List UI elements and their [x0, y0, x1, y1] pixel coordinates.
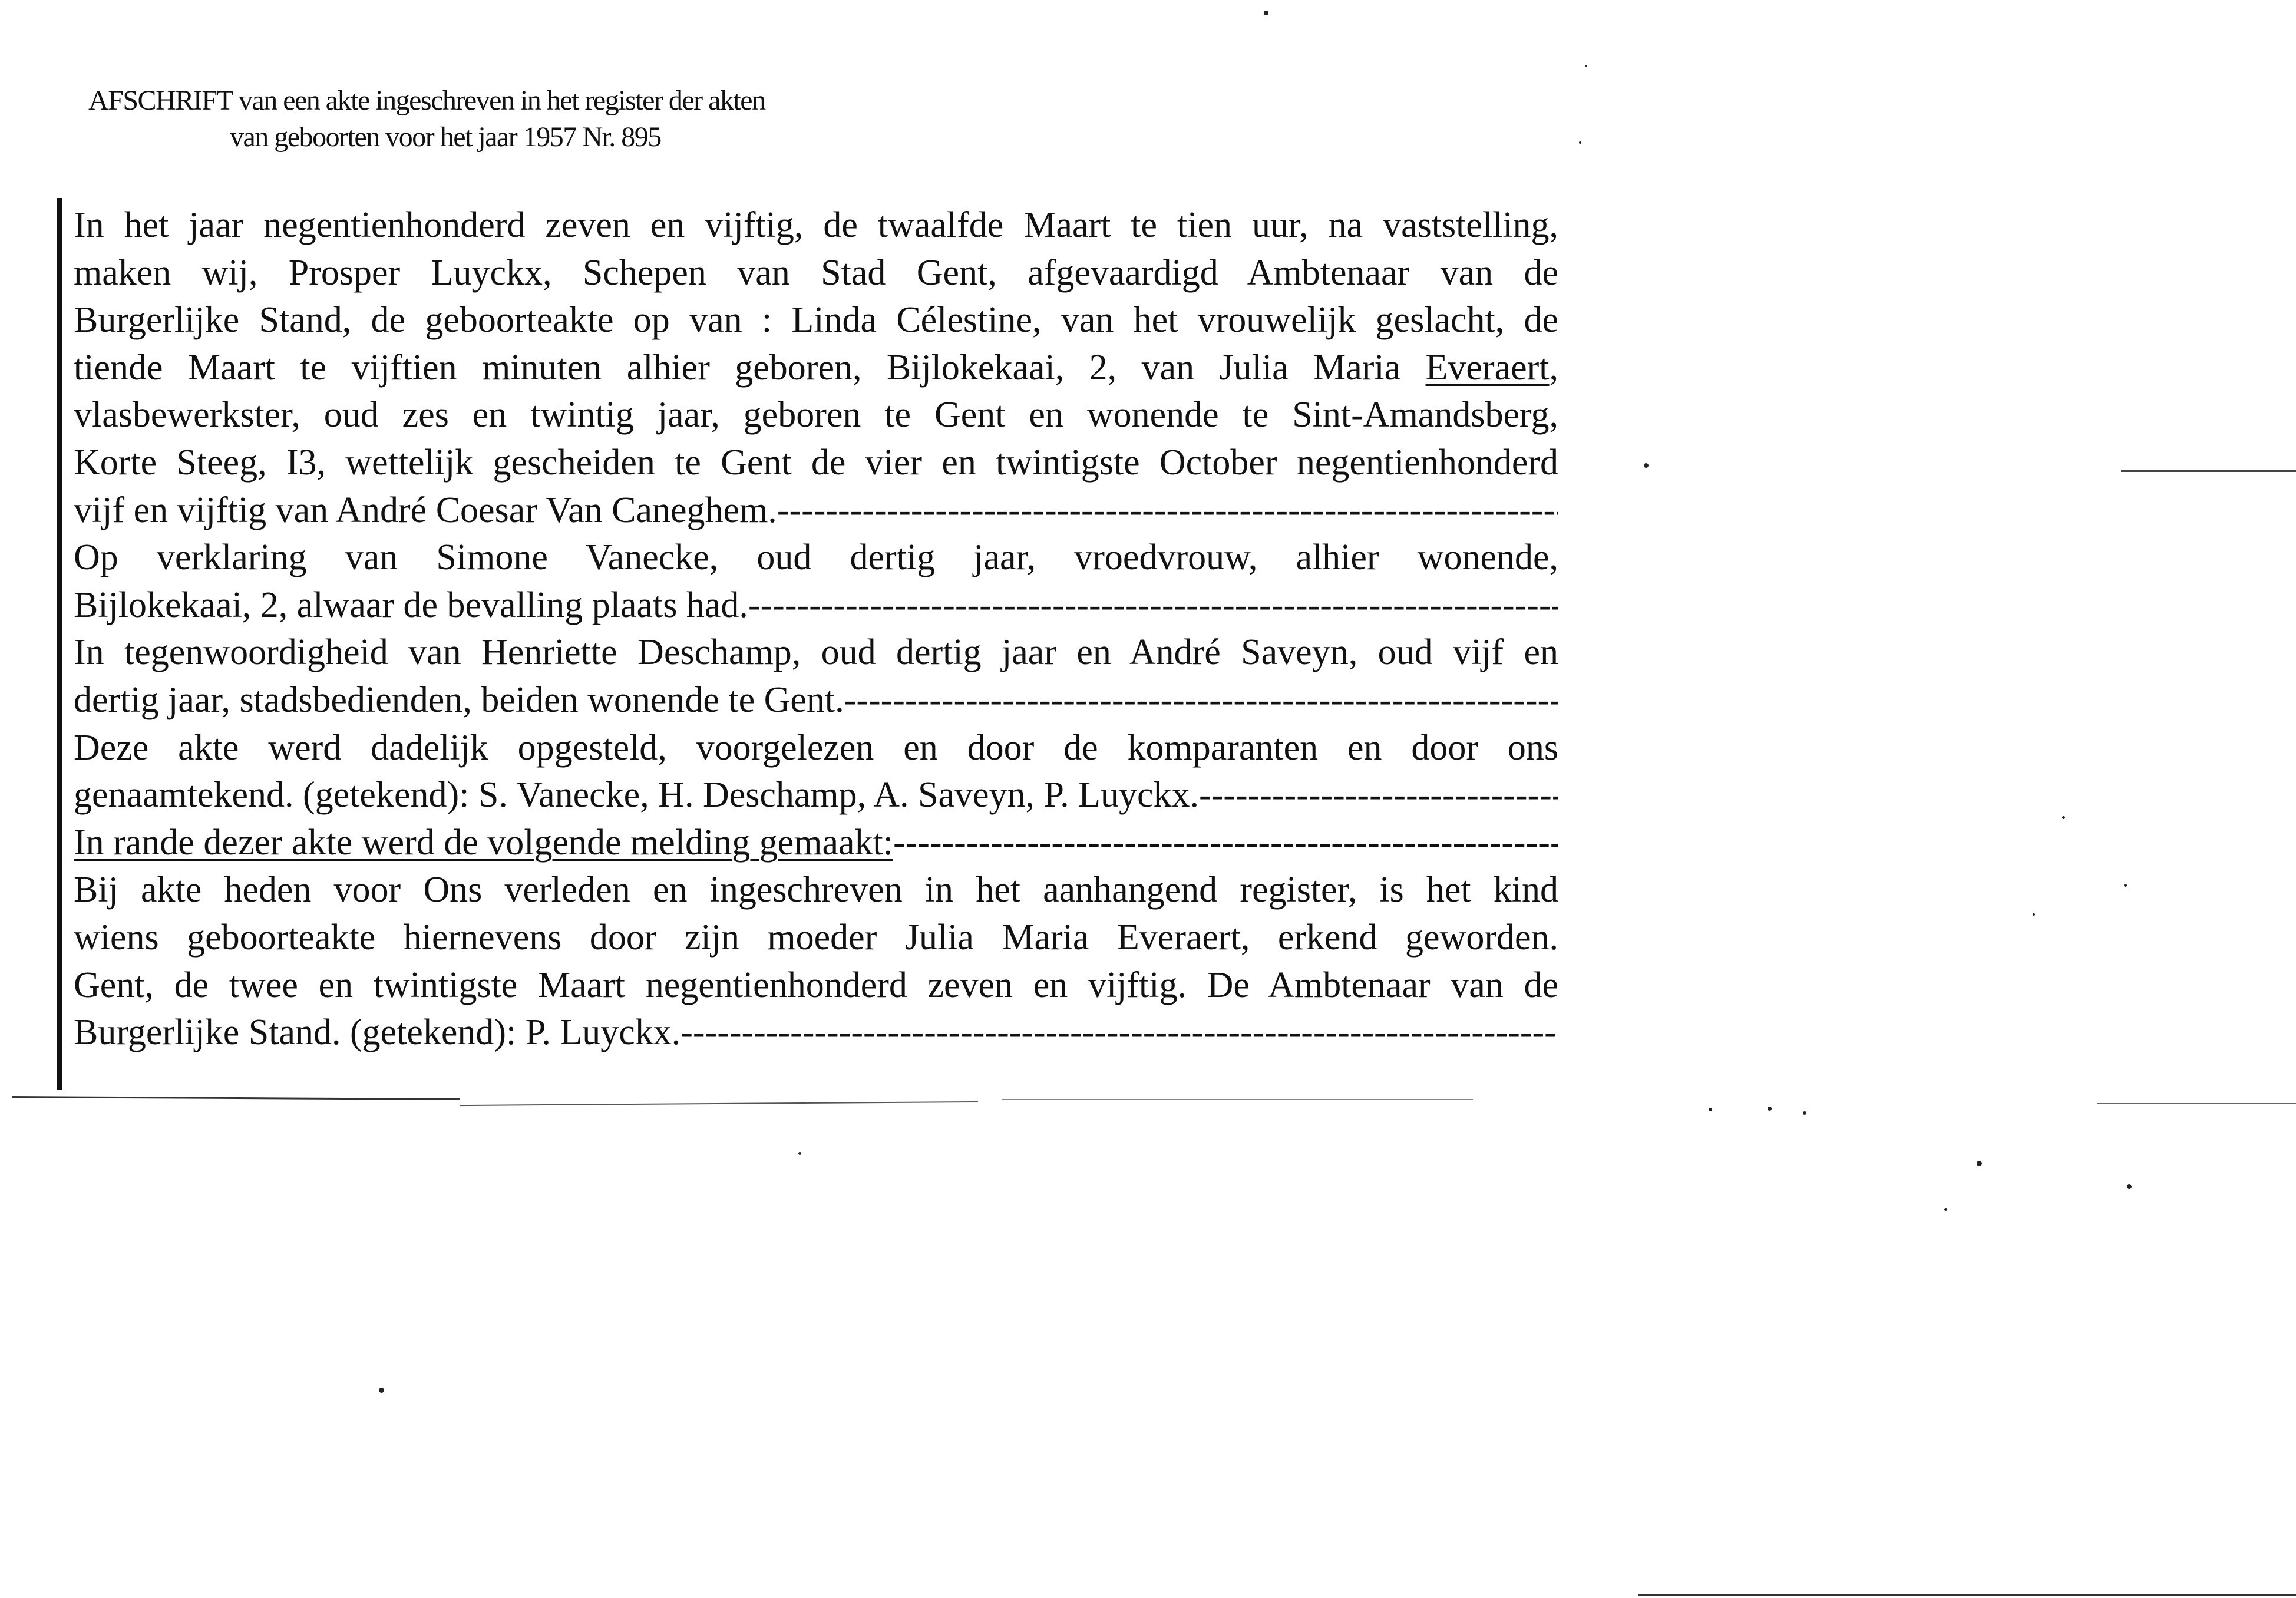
header-line-2: van geboorten voor het jaar 1957 Nr. 895 [230, 121, 661, 153]
text-line: In tegenwoordigheid van Henriette Deschamp, oud dertig jaar en André Saveyn, oud vijf en [74, 632, 1558, 673]
text-segment: dertig jaar, stadsbedienden, beiden wonende te Gent. [74, 679, 844, 720]
margin-note-heading [74, 819, 1558, 867]
dash-fill [777, 487, 1558, 534]
scan-speck [1768, 1107, 1772, 1111]
header-line-1: AFSCHRIFT van een akte ingeschreven in het register der akten [88, 85, 765, 116]
text-line: maken wij, Prosper Luyckx, Schepen van Stad Gent, afgevaardigd Ambtenaar van de [74, 252, 1558, 293]
text-line-with-dash-fill [74, 487, 1558, 534]
scan-edge-line [2097, 1103, 2296, 1104]
text-line: vlasbewerkster, oud zes en twintig jaar, geboren te Gent en wonende te Sint-Amandsberg, [74, 395, 1558, 435]
text-line: Op verklaring van Simone Vanecke, oud dertig jaar, vroedvrouw, alhier wonende, [74, 537, 1558, 578]
scan-speck [1709, 1108, 1712, 1111]
text-segment: tiende Maart te vijftien minuten alhier geboren, Bijlokekaai, 2, van Julia Maria [74, 347, 1426, 388]
text-line: Burgerlijke Stand, de geboorteakte op van : Linda Célestine, van het vrouwelijk geslacht, de [74, 300, 1558, 341]
text-line-with-dash-fill [74, 582, 1558, 629]
underlined-heading: In rande dezer akte werd de volgende melding gemaakt: [74, 822, 893, 863]
akte-text-block [57, 198, 1558, 1090]
text-line: In het jaar negentienhonderd zeven en vijftig, de twaalfde Maart te tien uur, na vaststelling, [74, 205, 1558, 245]
scan-speck [1803, 1111, 1806, 1115]
scan-edge-line [460, 1101, 978, 1106]
scan-speck [2033, 913, 2035, 916]
scan-edge-line [12, 1096, 460, 1100]
scan-edge-line [2121, 470, 2296, 472]
text-segment: genaamtekend. (getekend): S. Vanecke, H. Deschamp, A. Saveyn, P. Luyckx. [74, 775, 1200, 815]
dash-fill [748, 582, 1558, 629]
scan-speck [1264, 11, 1268, 15]
dash-fill [1199, 771, 1558, 819]
text-segment: Burgerlijke Stand. (getekend): P. Luyckx. [74, 1012, 681, 1053]
scan-edge-line [1638, 1594, 2296, 1596]
text-line: Bij akte heden voor Ons verleden en ingeschreven in het aanhangend register, is het kind [74, 870, 1558, 910]
document-header [88, 82, 765, 156]
dash-fill [893, 819, 1558, 867]
text-line-with-dash-fill [74, 1009, 1558, 1056]
text-line [74, 344, 1558, 392]
scan-speck [798, 1152, 801, 1155]
scan-speck [1644, 463, 1649, 468]
scan-speck [1579, 141, 1581, 144]
scan-speck [2124, 884, 2127, 887]
scan-speck [1944, 1208, 1947, 1211]
scan-speck [1977, 1161, 1982, 1166]
underlined-surname: Everaert [1425, 347, 1550, 388]
scan-edge-line [1002, 1099, 1473, 1100]
akte-body [74, 202, 1558, 1056]
text-line: Deze akte werd dadelijk opgesteld, voorgelezen en door de komparanten en door ons [74, 727, 1558, 768]
scan-speck [1585, 65, 1587, 67]
dash-fill [844, 676, 1558, 724]
text-segment: Bijlokekaai, 2, alwaar de bevalling plaats had. [74, 585, 748, 625]
text-line-with-dash-fill [74, 771, 1558, 819]
dash-fill [680, 1009, 1558, 1056]
text-line: Korte Steeg, I3, wettelijk gescheiden te Gent de vier en twintigste October negentienhonderd [74, 442, 1558, 483]
text-segment: , [1549, 347, 1558, 388]
text-line: wiens geboorteakte hiernevens door zijn moeder Julia Maria Everaert, erkend geworden. [74, 917, 1558, 958]
scan-speck [2062, 816, 2065, 819]
text-segment: vijf en vijftig van André Coesar Van Caneghem. [74, 490, 777, 530]
text-line: Gent, de twee en twintigste Maart negentienhonderd zeven en vijftig. De Ambtenaar van de [74, 965, 1558, 1005]
scan-speck [379, 1388, 384, 1393]
text-line-with-dash-fill [74, 676, 1558, 724]
scan-speck [2127, 1184, 2132, 1189]
